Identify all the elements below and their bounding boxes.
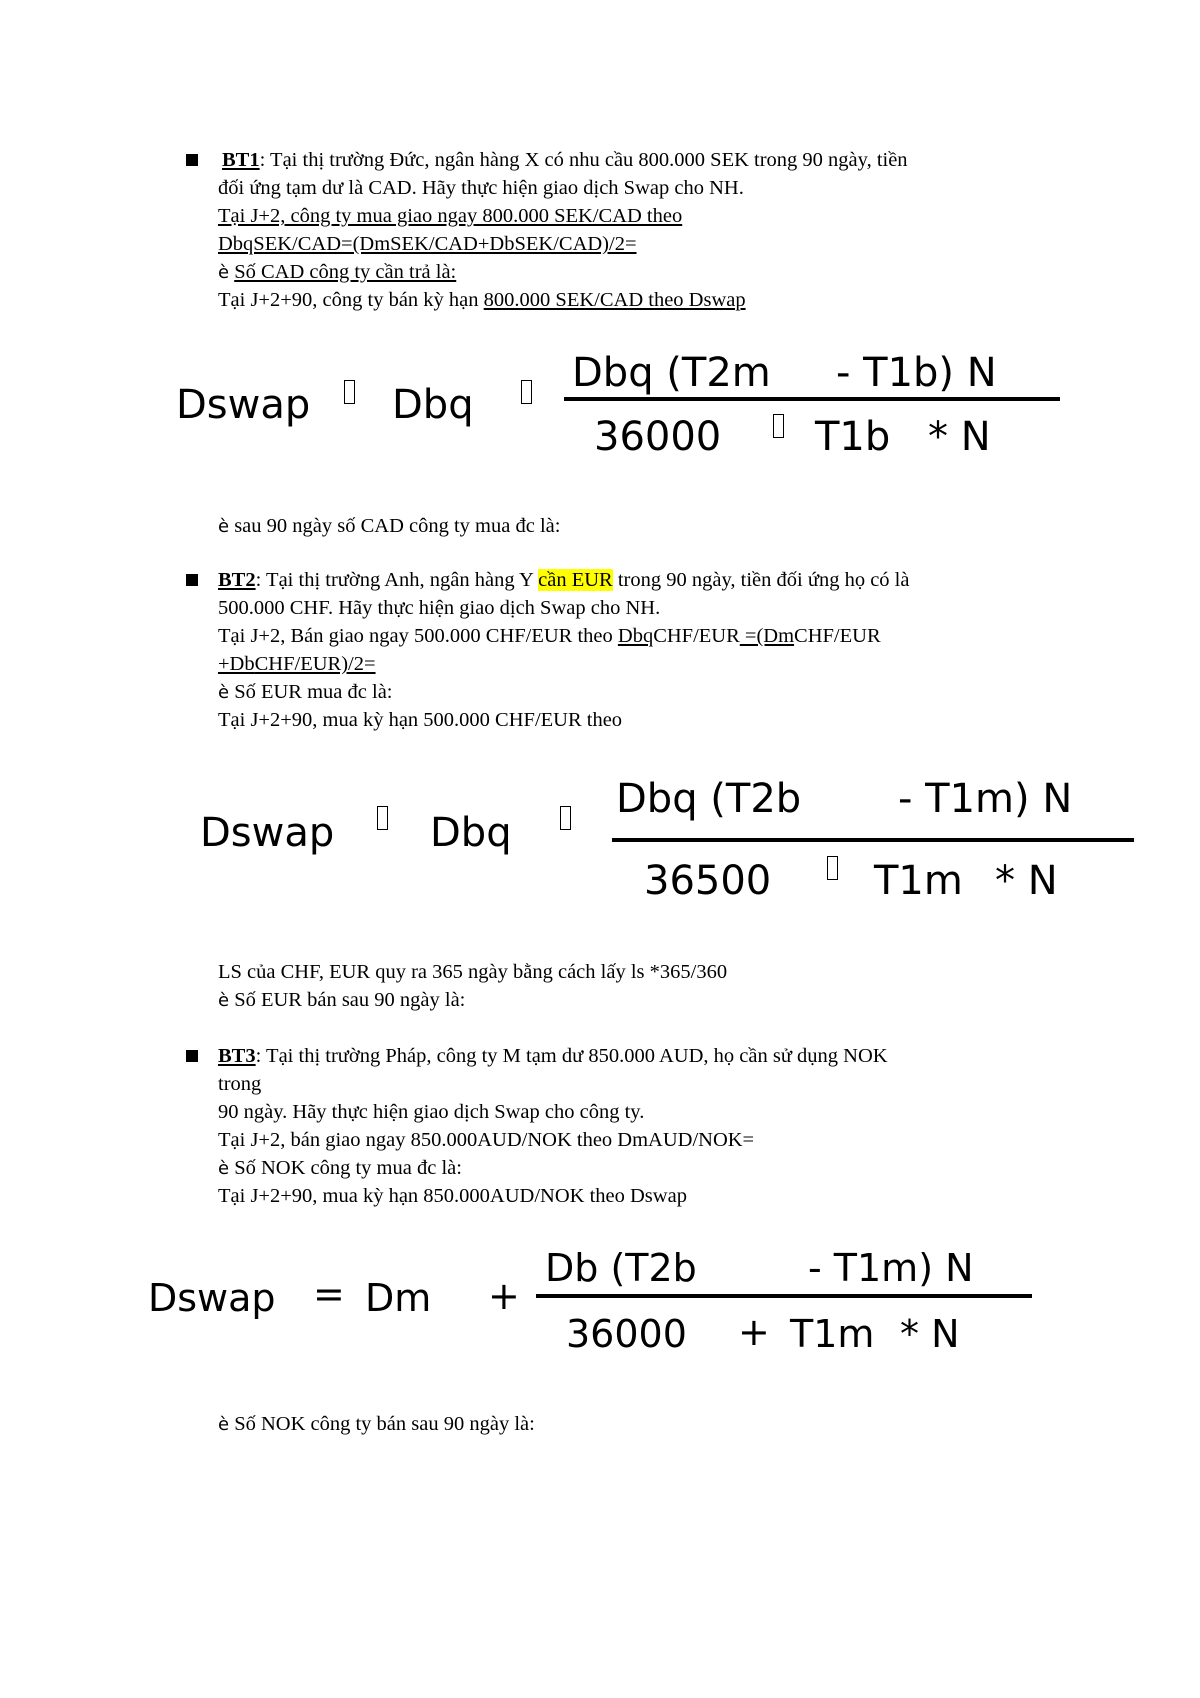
- bt3-line-6: Tại J+2+90, mua kỳ hạn 850.000AUD/NOK theo Dswap: [218, 1185, 687, 1207]
- f2-den-b: T1m: [874, 858, 963, 904]
- f2-den-a: 36500: [644, 858, 772, 904]
- bt1-line-6: Tại J+2+90, công ty bán kỳ hạn 800.000 SEK/CAD theo Dswap: [218, 289, 746, 311]
- f3-den-plus: +: [738, 1310, 770, 1354]
- f3-plus: +: [488, 1274, 520, 1318]
- f1-den-b: T1b: [815, 414, 891, 460]
- bt2-after-1: LS của CHF, EUR quy ra 365 ngày bằng cách lấy ls *365/360: [218, 961, 728, 983]
- arrow-icon: è: [218, 682, 230, 703]
- f3-base: Dm: [365, 1276, 432, 1320]
- bt3-line-5: è Số NOK công ty mua đc là:: [218, 1157, 462, 1179]
- f1-den-a: 36000: [594, 414, 722, 460]
- bt2-line-4: +DbCHF/EUR)/2=: [218, 653, 376, 675]
- f1-num-a: Dbq (T2m: [572, 350, 771, 396]
- fraction-bar: [536, 1294, 1032, 1298]
- f2-base: Dbq: [430, 810, 512, 856]
- bt2-line-5: è Số EUR mua đc là:: [218, 681, 393, 703]
- bt2-line-2: 500.000 CHF. Hãy thực hiện giao dịch Swap cho NH.: [218, 597, 661, 619]
- f3-num-b: - T1m) N: [808, 1246, 974, 1290]
- bt1-line-5: è Số CAD công ty cần trả là:: [218, 261, 457, 283]
- bt3-label: BT3: [218, 1045, 256, 1067]
- bt2-line-3: Tại J+2, Bán giao ngay 500.000 CHF/EUR theo DbqCHF/EUR =(DmCHF/EUR: [218, 625, 881, 647]
- arrow-icon: è: [218, 1158, 230, 1179]
- arrow-icon: è: [218, 262, 230, 283]
- bt1-line-4: DbqSEK/CAD=(DmSEK/CAD+DbSEK/CAD)/2=: [218, 233, 637, 255]
- arrow-icon: è: [218, 516, 230, 537]
- bt2-after-2: è Số EUR bán sau 90 ngày là:: [218, 989, 466, 1011]
- f3-den-a: 36000: [566, 1312, 687, 1356]
- f2-num-a: Dbq (T2b: [616, 776, 802, 822]
- bt2-line-6: Tại J+2+90, mua kỳ hạn 500.000 CHF/EUR theo: [218, 709, 623, 731]
- f3-den-c: * N: [900, 1312, 960, 1356]
- bt3-line-3: 90 ngày. Hãy thực hiện giao dịch Swap cho công ty.: [218, 1101, 645, 1123]
- bt1-label: BT1: [222, 149, 260, 171]
- bt3-line-1: BT3: Tại thị trường Pháp, công ty M tạm dư 850.000 AUD, họ cần sử dụng NOK: [218, 1045, 888, 1067]
- bt3-after: è Số NOK công ty bán sau 90 ngày là:: [218, 1413, 535, 1435]
- bt1-line-3: Tại J+2, công ty mua giao ngay 800.000 SEK/CAD theo: [218, 205, 683, 227]
- bt3-line-4: Tại J+2, bán giao ngay 850.000AUD/NOK theo DmAUD/NOK=: [218, 1129, 755, 1151]
- f3-den-b: T1m: [790, 1312, 875, 1356]
- f2-den-c: * N: [995, 858, 1058, 904]
- highlighted-text: cần EUR: [538, 569, 613, 591]
- arrow-icon: è: [218, 1414, 230, 1435]
- bt1-line-1: BT1: Tại thị trường Đức, ngân hàng X có nhu cầu 800.000 SEK trong 90 ngày, tiền: [218, 146, 908, 174]
- f3-lhs: Dswap: [148, 1276, 276, 1320]
- bt1-after: è sau 90 ngày số CAD công ty mua đc là:: [218, 515, 561, 537]
- f3-num-a: Db (T2b: [545, 1246, 697, 1290]
- bt1-line-2: đối ứng tạm dư là CAD. Hãy thực hiện giao dịch Swap cho NH.: [218, 177, 744, 199]
- f2-lhs: Dswap: [200, 810, 335, 856]
- f3-eq: =: [313, 1272, 345, 1316]
- bt3-line-2: trong: [218, 1073, 262, 1095]
- bt2-line-1: BT2: Tại thị trường Anh, ngân hàng Y cần EUR trong 90 ngày, tiền đối ứng họ có là: [218, 569, 910, 591]
- bt2-label: BT2: [218, 569, 256, 591]
- f1-num-b: - T1b) N: [836, 350, 997, 396]
- arrow-icon: è: [218, 990, 230, 1011]
- f2-num-b: - T1m) N: [898, 776, 1073, 822]
- f1-base: Dbq: [392, 382, 474, 428]
- f1-lhs: Dswap: [176, 382, 311, 428]
- f1-den-c: * N: [928, 414, 991, 460]
